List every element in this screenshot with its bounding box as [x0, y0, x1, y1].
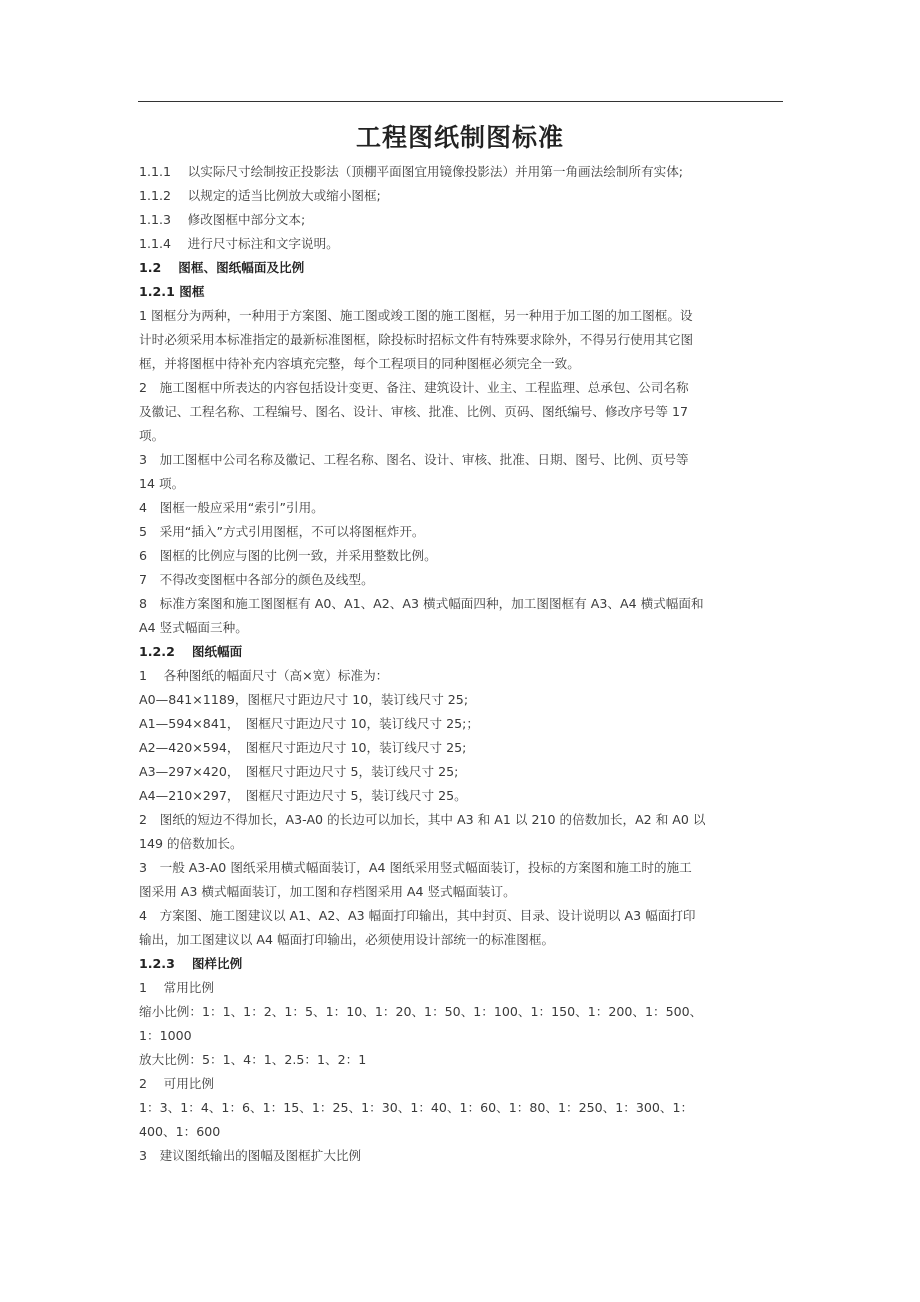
text-line: 2 图纸的短边不得加长，A3-A0 的长边可以加长，其中 A3 和 A1 以 210 的倍数加长，A2 和 A0 以 [139, 812, 706, 827]
text-line: A1—594×841， 图框尺寸距边尺寸 10，装订线尺寸 25;； [139, 716, 479, 731]
text-line: 及徽记、工程名称、工程编号、图名、设计、审核、批准、比例、页码、图纸编号、修改序号等 17 [139, 404, 688, 419]
text-line: 5 采用“插入”方式引用图框，不可以将图框炸开。 [139, 524, 425, 539]
section-heading: 1.2.2 图纸幅面 [139, 644, 243, 659]
header-rule [138, 101, 783, 102]
text-line: 放大比例：5：1、4：1、2.5：1、2：1 [139, 1052, 367, 1067]
text-line: 1 各种图纸的幅面尺寸（高×宽）标准为： [139, 668, 389, 683]
text-line: 项。 [139, 428, 165, 443]
text-line: 3 建议图纸输出的图幅及图框扩大比例 [139, 1148, 362, 1163]
text-line: 3 加工图框中公司名称及徽记、工程名称、图名、设计、审核、批准、日期、图号、比例、页号等 [139, 452, 689, 467]
text-line: A3—297×420， 图框尺寸距边尺寸 5，装订线尺寸 25; [139, 764, 459, 779]
section-heading: 1.2 图框、图纸幅面及比例 [139, 260, 305, 275]
text-line: 400、1：600 [139, 1124, 221, 1139]
text-line: A0—841×1189，图框尺寸距边尺寸 10，装订线尺寸 25; [139, 692, 469, 707]
text-line: 图采用 A3 横式幅面装订，加工图和存档图采用 A4 竖式幅面装订。 [139, 884, 516, 899]
text-line: A4 竖式幅面三种。 [139, 620, 248, 635]
text-line: 输出，加工图建议以 A4 幅面打印输出，必须使用设计部统一的标准图框。 [139, 932, 555, 947]
section-heading: 1.2.3 图样比例 [139, 956, 243, 971]
text-line: 7 不得改变图框中各部分的颜色及线型。 [139, 572, 374, 587]
text-line: 1.1.4 进行尺寸标注和文字说明。 [139, 236, 339, 251]
text-line: 149 的倍数加长。 [139, 836, 243, 851]
text-line: 3 一般 A3-A0 图纸采用横式幅面装订，A4 图纸采用竖式幅面装订，投标的方案图和施工时的施工 [139, 860, 692, 875]
text-line: 1.1.3 修改图框中部分文本; [139, 212, 306, 227]
section-heading: 1.2.1 图框 [139, 284, 205, 299]
text-line: 1.1.1 以实际尺寸绘制按正投影法（顶棚平面图宜用镜像投影法）并用第一角画法绘制所有实体; [139, 164, 684, 179]
text-line: A4—210×297， 图框尺寸距边尺寸 5，装订线尺寸 25。 [139, 788, 467, 803]
text-line: 1 图框分为两种，一种用于方案图、施工图或竣工图的施工图框，另一种用于加工图的加工图框。设 [139, 308, 693, 323]
text-line: 2 施工图框中所表达的内容包括设计变更、备注、建筑设计、业主、工程监理、总承包、公司名称 [139, 380, 689, 395]
text-line: 1.1.2 以规定的适当比例放大或缩小图框; [139, 188, 381, 203]
text-line: 1：1000 [139, 1028, 192, 1043]
text-line: A2—420×594， 图框尺寸距边尺寸 10，装订线尺寸 25; [139, 740, 467, 755]
text-line: 计时必须采用本标准指定的最新标准图框，除投标时招标文件有特殊要求除外，不得另行使用其它图 [139, 332, 694, 347]
text-line: 4 方案图、施工图建议以 A1、A2、A3 幅面打印输出，其中封页、目录、设计说明以 A3 幅面打印 [139, 908, 696, 923]
text-line: 8 标准方案图和施工图图框有 A0、A1、A2、A3 横式幅面四种，加工图图框有 A3、A4 横式幅面和 [139, 596, 704, 611]
document-body [139, 160, 785, 1168]
text-line: 14 项。 [139, 476, 185, 491]
text-line: 1 常用比例 [139, 980, 214, 995]
document-title: 工程图纸制图标准 [355, 123, 564, 152]
text-line: 4 图框一般应采用“索引”引用。 [139, 500, 324, 515]
text-line: 1：3、1：4、1：6、1：15、1：25、1：30、1：40、1：60、1：80、1：250、1：300、1： [139, 1100, 694, 1115]
text-line: 缩小比例：1：1、1：2、1：5、1：10、1：20、1：50、1：100、1：150、1：200、1：500、 [139, 1004, 703, 1019]
text-line: 6 图框的比例应与图的比例一致，并采用整数比例。 [139, 548, 437, 563]
text-line: 2 可用比例 [139, 1076, 214, 1091]
text-line: 框，并将图框中待补充内容填充完整，每个工程项目的同种图框必须完全一致。 [139, 356, 580, 371]
